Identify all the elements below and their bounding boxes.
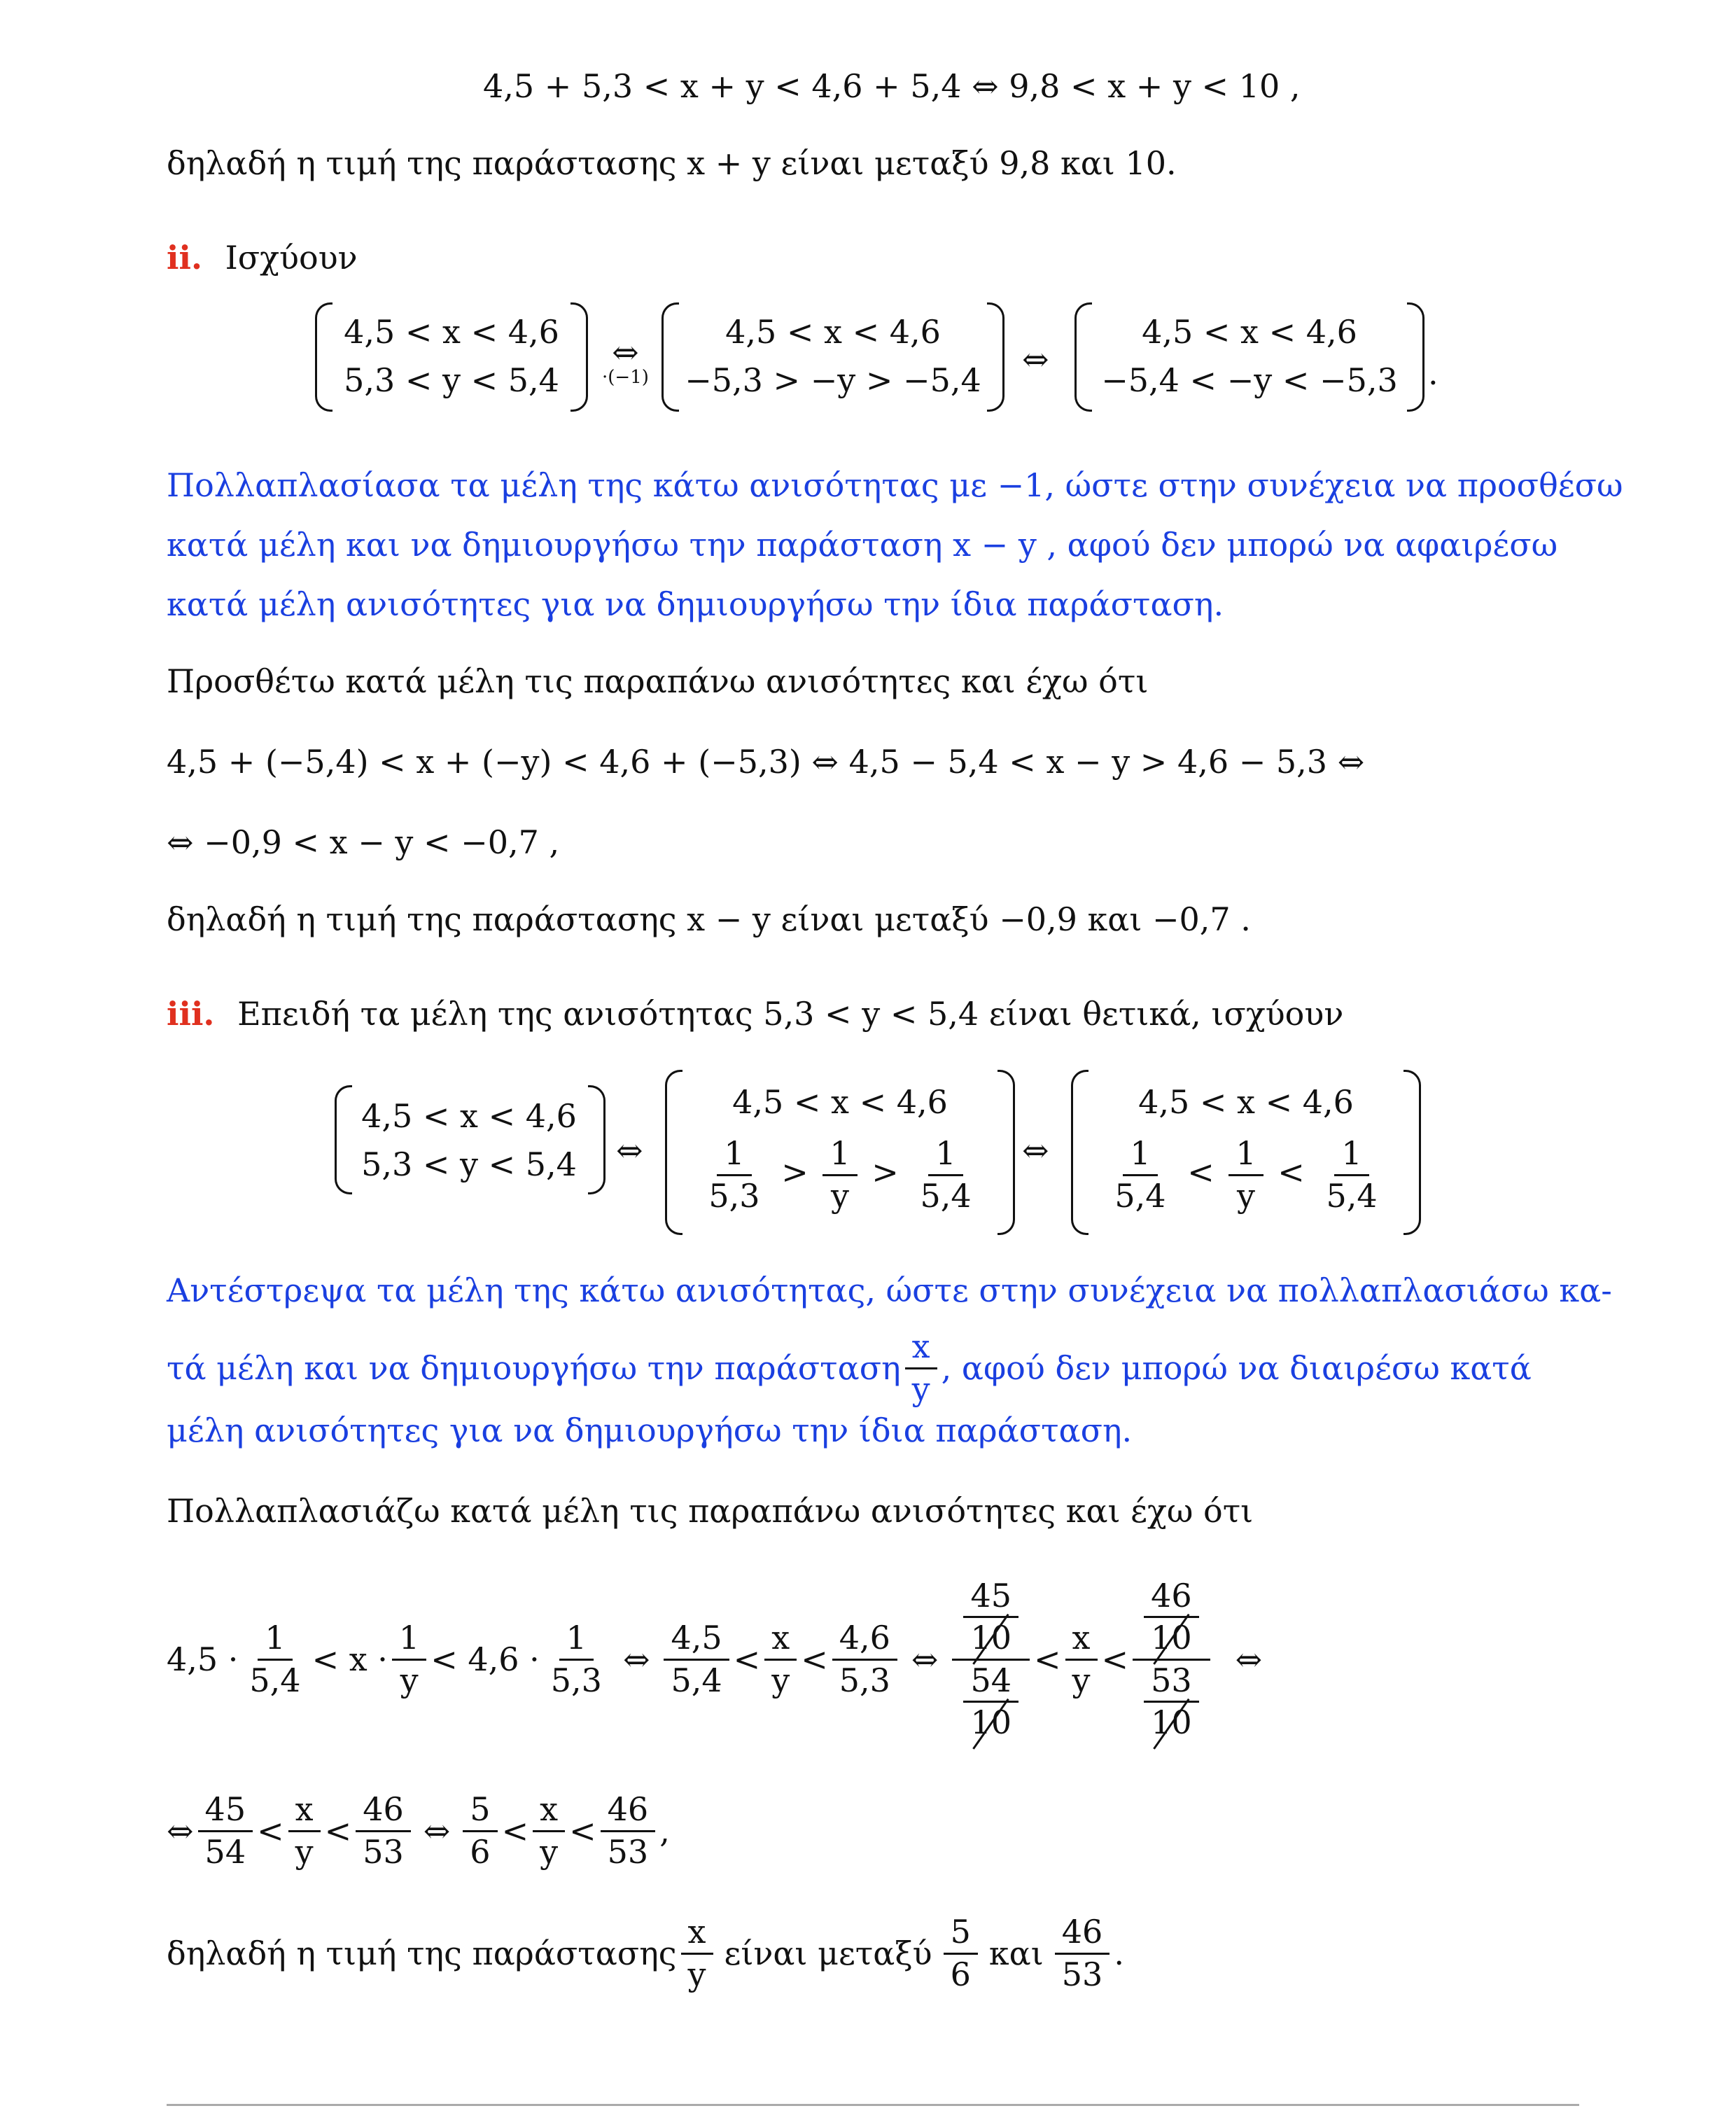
add-conclusion: δηλαδή η τιμή της παράστασης x − y είναι μεταξύ −0,9 και −0,7 . <box>167 900 1251 938</box>
iff-symbol: ⇔ <box>1022 340 1049 378</box>
part-ii-heading <box>167 239 358 277</box>
note-6: μέλη ανισότητες για να δημιουργήσω την ίδια παράσταση. <box>167 1411 1133 1449</box>
note-4: Αντέστρεψα τα μέλη της κάτω ανισότητας, ώστε στην συνέχεια να πολλαπλασιάσω κα- <box>167 1271 1612 1309</box>
part-ii-label: ii. <box>167 239 202 277</box>
sys-iii-c1: 4,5 < x < 4,6 <box>1138 1083 1354 1121</box>
part-iii-text: Επειδή τα μέλη της ανισότητας 5,3 < y < 5,4 είναι θετικά, ισχύουν <box>237 995 1344 1033</box>
iff-symbol: ⇔ <box>616 1131 643 1169</box>
note-3: κατά μέλη ανισότητες για να δημιουργήσω την ίδια παράσταση. <box>167 585 1224 623</box>
multiply-minus-one: ·(−1) <box>602 367 649 388</box>
part-iii-heading <box>167 995 1344 1033</box>
sys-iii-a1: 4,5 < x < 4,6 <box>361 1097 577 1135</box>
mul-equation-2: ⇔ $\frac{45}{54}$ < $\frac{x}{y}$ < $\frac{46}{53}$ ⇔ $\frac{5}{6}$ < $\frac{x}{y}$ < $\frac{46}{53}$ , <box>167 1790 670 1871</box>
final-conclusion: δηλαδή η τιμή της παράστασης $\frac{x}{y}$ είναι μεταξύ $\frac{5}{6}$ και $\frac{46}{53}$ . <box>167 1913 1124 1993</box>
part-ii-text: Ισχύουν <box>225 239 358 277</box>
page-divider <box>167 2104 1579 2106</box>
note-5: τά μέλη και να δημιουργήσω την παράσταση $\frac{x}{y}$ , αφού δεν μπορώ να διαιρέσω κατά <box>167 1327 1532 1408</box>
sys-ii-b2: −5,3 > −y > −5,4 <box>685 361 981 399</box>
conclusion-sum: δηλαδή η τιμή της παράστασης x + y είναι μεταξύ 9,8 και 10. <box>167 144 1177 182</box>
note-1: Πολλαπλασίασα τα μέλη της κάτω ανισότητας με −1, ώστε στην συνέχεια να προσθέσω <box>167 466 1623 504</box>
sys-ii-a2: 5,3 < y < 5,4 <box>344 361 559 399</box>
mul-text: Πολλαπλασιάζω κατά μέλη τις παραπάνω ανισότητες και έχω ότι <box>167 1492 1254 1530</box>
sys-ii-c1: 4,5 < x < 4,6 <box>1142 313 1357 351</box>
mul-equation-1: 4,5 · $\frac{1}{5,4}$ < x · $\frac{1}{y}$ < 4,6 · $\frac{1}{5,3}$ ⇔ $\frac{4,5}{5,4}$ < $\frac{x}{y}$ < $\frac{4,6}{5,3}$ ⇔ $\frac{\frac{45}{10}}{\frac{54}{10}}$ < $\frac{x}{y}$ < $\frac{\frac{46}{10}}{\frac{53}{10}}$ ⇔ <box>167 1554 1262 1764</box>
add-equation-1: 4,5 + (−5,4) < x + (−y) < 4,6 + (−5,3) ⇔ 4,5 − 5,4 < x − y > 4,6 − 5,3 ⇔ <box>167 743 1365 781</box>
sys-ii-a1: 4,5 < x < 4,6 <box>344 313 559 351</box>
part-iii-label: iii. <box>167 995 215 1033</box>
equation-sum: 4,5 + 5,3 < x + y < 4,6 + 5,4 ⇔ 9,8 < x + y < 10 , <box>483 67 1301 105</box>
sys-iii-b1: 4,5 < x < 4,6 <box>732 1083 948 1121</box>
sys-ii-c2: −5,4 < −y < −5,3 <box>1101 361 1398 399</box>
add-text: Προσθέτω κατά μέλη τις παραπάνω ανισότητες και έχω ότι <box>167 662 1149 700</box>
sys-iii-a2: 5,3 < y < 5,4 <box>361 1145 577 1183</box>
iff-symbol: ⇔ <box>612 333 639 371</box>
sys-ii-b1: 4,5 < x < 4,6 <box>725 313 941 351</box>
note-2: κατά μέλη και να δημιουργήσω την παράσταση x − y , αφού δεν μπορώ να αφαιρέσω <box>167 526 1558 564</box>
add-equation-2: ⇔ −0,9 < x − y < −0,7 , <box>167 823 560 861</box>
iff-symbol: ⇔ <box>1022 1131 1049 1169</box>
